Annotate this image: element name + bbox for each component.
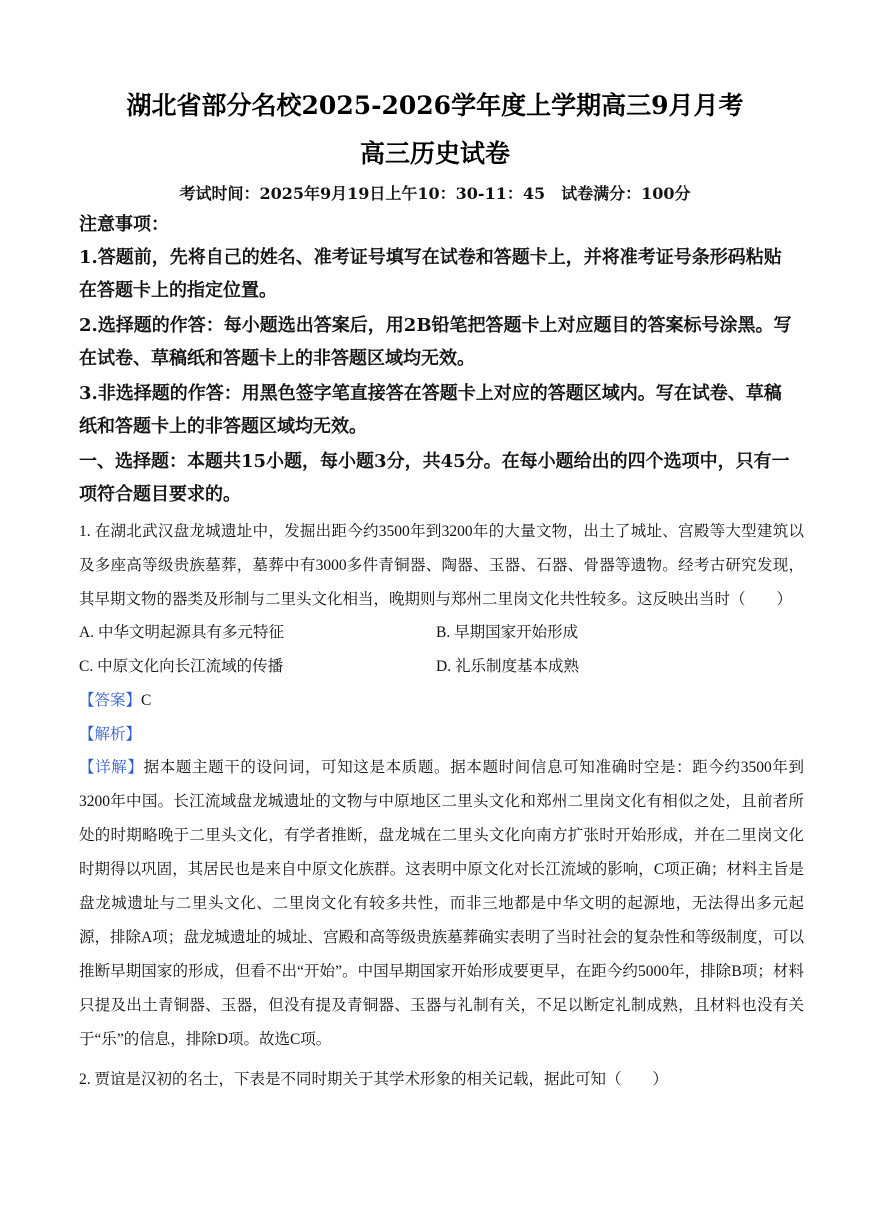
exam-subject-title: 高三历史试卷 (359, 139, 510, 168)
notice-item-1: 1.答题前，先将自己的姓名、准考证号填写在试卷和答题卡上，并将准考证号条形码粘贴在答题卡上的指定位置。 (79, 247, 782, 301)
section-heading-choice: 一、选择题：本题共15小题，每小题3分，共45分。在每小题给出的四个选项中，只有一项符合题目要求的。 (79, 451, 790, 505)
answer-tag: 【答案】 (79, 692, 142, 709)
question-1-option-b: B. 早期国家开始形成 (436, 624, 579, 641)
notice-item-2: 2.选择题的作答：每小题选出答案后，用2B铅笔把答题卡上对应题目的答案标号涂黑。写在试卷、草稿纸和答题卡上的非答题区域均无效。 (79, 315, 792, 369)
question-1-option-c: C. 中原文化向长江流域的传播 (79, 658, 284, 675)
question-1-analysis-tag (79, 724, 141, 746)
question-1-stem: 1. 在湖北武汉盘龙城遗址中，发掘出距今约3500年到3200年的大量文物，出土了城址、宫殿等大型建筑以及多座高等级贵族墓葬，墓葬中有3000多件青铜器、陶器、玉器、石器、骨器等遗物。经考古研究发现，其早期文物的器类及形制与二里头文化相当，晚期则与郑州二里岗文化共性较多。这反映出当时（ ） (79, 523, 804, 608)
question-1-option-d: D. 礼乐制度基本成熟 (436, 658, 579, 675)
question-1-answer (79, 690, 151, 712)
notice-item-3: 3.非选择题的作答：用黑色签字笔直接答在答题卡上对应的答题区域内。写在试卷、草稿纸和答题卡上的非答题区域均无效。 (79, 383, 782, 437)
question-2-stem: 2. 贾谊是汉初的名士，下表是不同时期关于其学术形象的相关记载，据此可知（ ） (79, 1071, 669, 1088)
answer-value: C (141, 692, 152, 709)
question-1-option-a: A. 中华文明起源具有多元特征 (79, 624, 284, 641)
detail-text: 据本题主题干的设问词，可知这是本质题。据本题时间信息可知准确时空是：距今约3500年到3200年中国。长江流域盘龙城遗址的文物与中原地区二里头文化和郑州二里岗文化有相似之处，且前者所处的时期略晚于二里头文化，有学者推断，盘龙城在二里头文化向南方扩张时开始形成，并在二里岗文化时期得以巩固，其居民也是来自中原文化族群。这表明中原文化对长江流域的影响，C项正确；材料主旨是盘龙城遗址与二里头文化、二里岗文化有较多共性，而非三地都是中华文明的起源地，无法得出多元起源，排除A项；盘龙城遗址的城址、宫殿和高等级贵族墓葬确实表明了当时社会的复杂性和等级制度，可以推断早期国家的形成，但看不出“开始”。中国早期国家开始形成要更早，在距今约5000年，排除B项；材料只提及出土青铜器、玉器，但没有提及青铜器、玉器与礼制有关，不足以断定礼制成熟，且材料也没有关于“乐”的信息，排除D项。故选C项。 (79, 759, 804, 1048)
notice-heading: 注意事项： (79, 214, 169, 235)
detail-tag: 【详解】 (79, 759, 144, 776)
analysis-tag: 【解析】 (79, 726, 142, 743)
question-1-detail (79, 751, 804, 1057)
exam-time-info: 考试时间：2025年9月19日上午10：30-11：45 试卷满分：100分 (179, 184, 691, 203)
exam-title: 湖北省部分名校2025-2026学年度上学期高三9月月考 (126, 91, 744, 120)
